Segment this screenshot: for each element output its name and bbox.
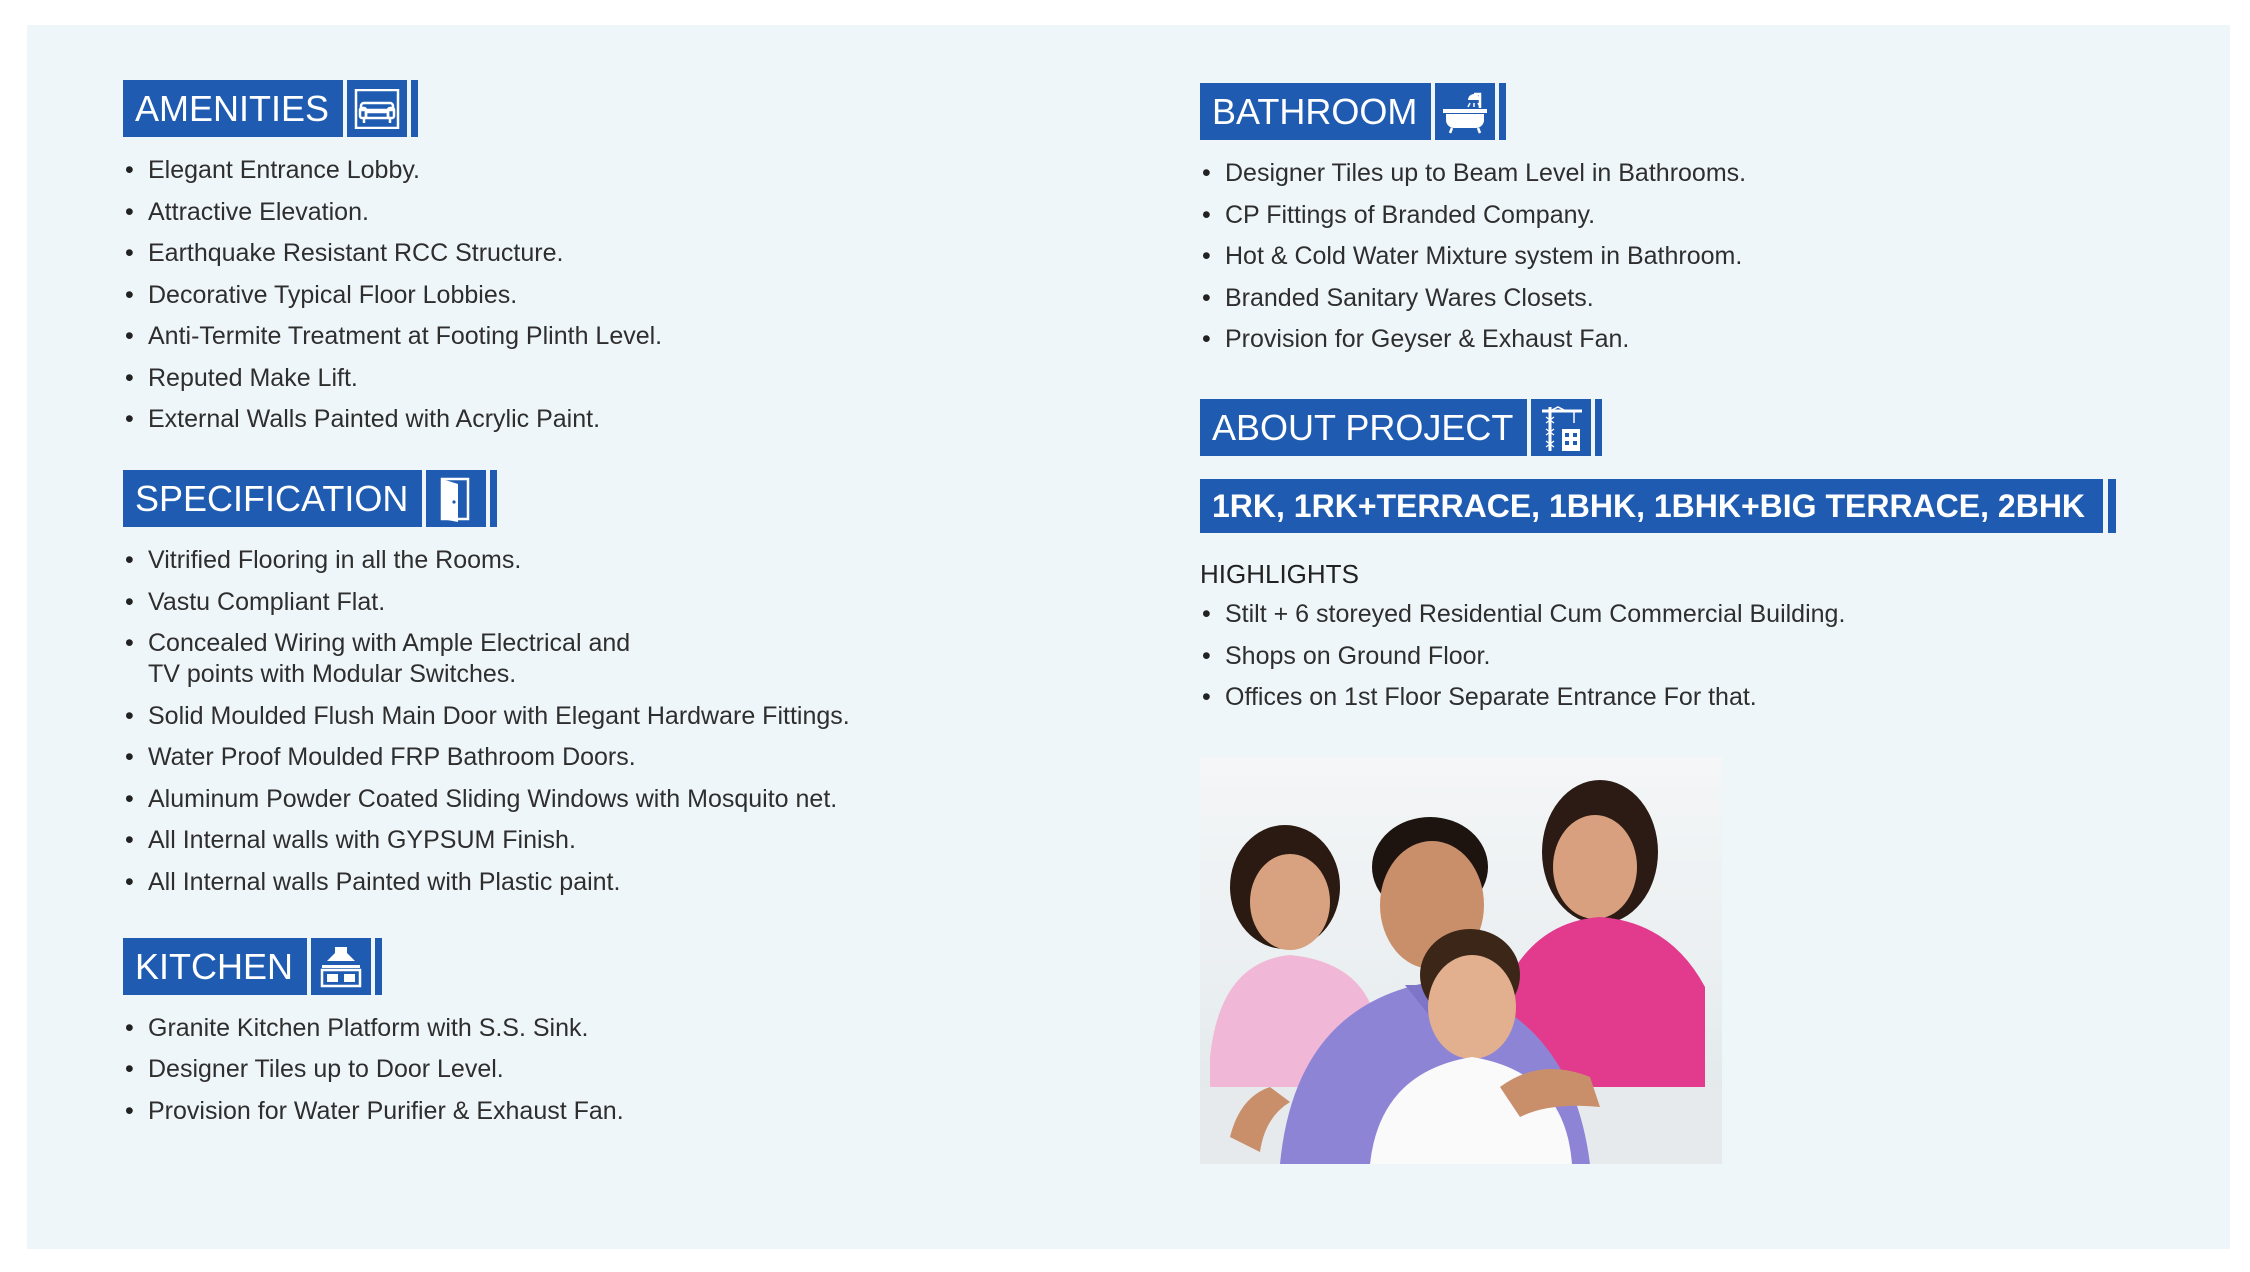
list-item: • Elegant Entrance Lobby. (123, 155, 1123, 186)
list-item-continuation: TV points with Modular Switches. (148, 660, 517, 688)
highlights-title: HIGHLIGHTS (1200, 559, 1359, 589)
bathtub-icon (1435, 83, 1495, 140)
sofa-icon (347, 80, 407, 137)
list-item: • Stilt + 6 storeyed Residential Cum Commercial Building. (1200, 599, 2160, 630)
kitchen-heading (123, 938, 1123, 995)
list-item: • Granite Kitchen Platform with S.S. Sink. (123, 1013, 1123, 1044)
left-column (123, 80, 1123, 1137)
construction-crane-icon (1531, 399, 1591, 456)
list-item: • Anti-Termite Treatment at Footing Plinth Level. (123, 321, 1123, 352)
list-item: • CP Fittings of Branded Company. (1200, 200, 2160, 231)
heading-accent-bar (490, 470, 497, 527)
list-item: • Offices on 1st Floor Separate Entrance For that. (1200, 682, 2160, 713)
amenities-section (123, 80, 1123, 435)
about-project-section (1200, 399, 2160, 1164)
about-project-title: ABOUT PROJECT (1200, 399, 1527, 456)
bathroom-section (1200, 83, 2160, 355)
list-item: • Designer Tiles up to Door Level. (123, 1054, 1123, 1085)
heading-accent-bar (411, 80, 418, 137)
heading-accent-bar (2108, 479, 2116, 533)
list-item: • Reputed Make Lift. (123, 363, 1123, 394)
heading-accent-bar (1499, 83, 1506, 140)
list-item: • Shops on Ground Floor. (1200, 641, 2160, 672)
unit-types-banner (1200, 479, 2160, 533)
list-item: • Provision for Water Purifier & Exhaust Fan. (123, 1096, 1123, 1127)
right-column (1200, 83, 2160, 1164)
specification-list (123, 545, 1123, 898)
highlights-list (1200, 599, 2160, 713)
kitchen-icon (311, 938, 371, 995)
kitchen-title: KITCHEN (123, 938, 307, 995)
about-project-heading (1200, 399, 2160, 456)
list-item: • Decorative Typical Floor Lobbies. (123, 280, 1123, 311)
heading-accent-bar (1595, 399, 1602, 456)
amenities-list (123, 155, 1123, 435)
specification-title: SPECIFICATION (123, 470, 422, 527)
bathroom-heading (1200, 83, 2160, 140)
list-item: • All Internal walls with GYPSUM Finish. (123, 825, 1123, 856)
kitchen-section (123, 938, 1123, 1127)
family-photo (1200, 757, 1722, 1164)
list-item: • Designer Tiles up to Beam Level in Bathrooms. (1200, 158, 2160, 189)
list-item: • Attractive Elevation. (123, 197, 1123, 228)
list-item: • Water Proof Moulded FRP Bathroom Doors. (123, 742, 1123, 773)
door-icon (426, 470, 486, 527)
list-item: • All Internal walls Painted with Plastic paint. (123, 867, 1123, 898)
list-item: • Concealed Wiring with Ample Electrical and (123, 628, 1123, 659)
specification-heading (123, 470, 1123, 527)
list-item: • Vitrified Flooring in all the Rooms. (123, 545, 1123, 576)
kitchen-list (123, 1013, 1123, 1127)
list-item: • Solid Moulded Flush Main Door with Elegant Hardware Fittings. (123, 701, 1123, 732)
amenities-heading (123, 80, 1123, 137)
list-item: • Hot & Cold Water Mixture system in Bathroom. (1200, 241, 2160, 272)
bathroom-title: BATHROOM (1200, 83, 1431, 140)
list-item: • Aluminum Powder Coated Sliding Windows with Mosquito net. (123, 784, 1123, 815)
specification-section (123, 470, 1123, 898)
bathroom-list (1200, 158, 2160, 355)
list-item: • Vastu Compliant Flat. (123, 587, 1123, 618)
list-item: • External Walls Painted with Acrylic Paint. (123, 404, 1123, 435)
heading-accent-bar (375, 938, 382, 995)
list-item: • Earthquake Resistant RCC Structure. (123, 238, 1123, 269)
list-item: • Branded Sanitary Wares Closets. (1200, 283, 2160, 314)
unit-types-label: 1RK, 1RK+TERRACE, 1BHK, 1BHK+BIG TERRACE, 2BHK (1200, 479, 2103, 533)
list-item: • Provision for Geyser & Exhaust Fan. (1200, 324, 2160, 355)
amenities-title: AMENITIES (123, 80, 343, 137)
